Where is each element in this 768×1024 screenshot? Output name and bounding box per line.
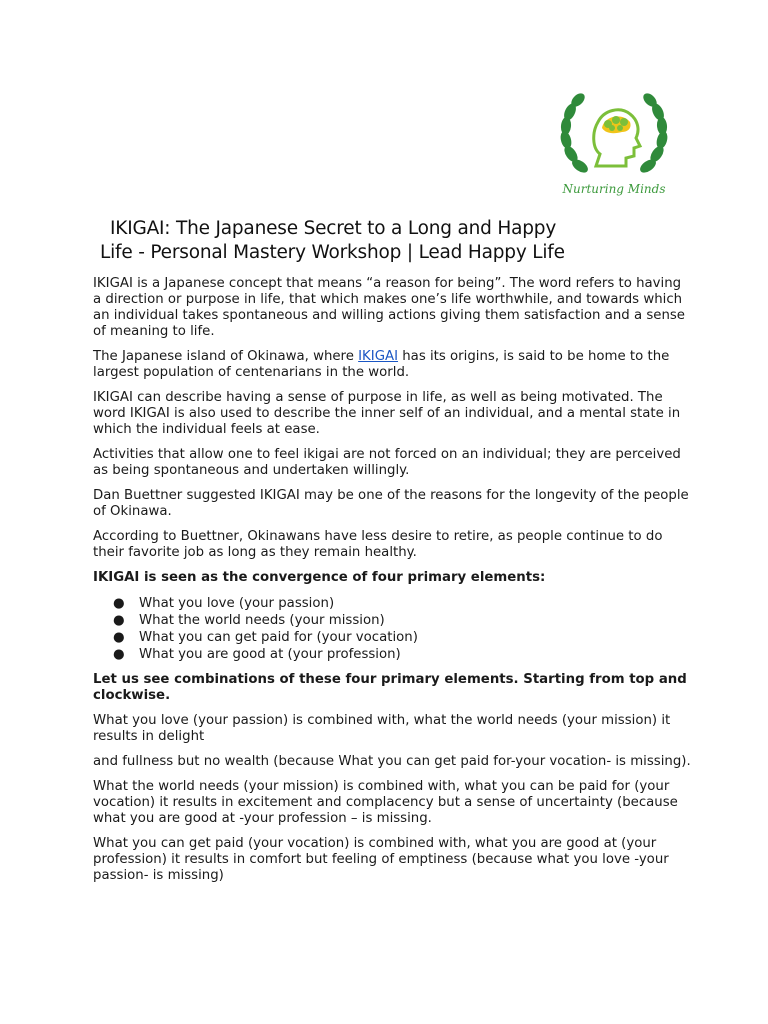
article-body xyxy=(93,276,693,893)
list-item-text: What the world needs (your mission) xyxy=(139,613,385,628)
laurel-head-icon xyxy=(556,88,672,184)
paragraph-3: IKIGAI can describe having a sense of purpose in life, as well as being motivated. The word IKIGAI is also used to describe the inner self of an individual, and a mental state in which the individual feels at ease. xyxy=(93,390,681,437)
title-line-1: IKIGAI: The Japanese Secret to a Long and Happy xyxy=(110,218,557,239)
paragraph-1: IKIGAI is a Japanese concept that means “a reason for being”. The word refers to having a direction or purpose in life, that which makes one’s life worthwhile, and towards which an individual takes spontaneous and willing actions giving them satisfaction and a sense of meaning to life. xyxy=(93,276,685,339)
list-item-text: What you are good at (your profession) xyxy=(139,647,401,662)
page-title xyxy=(80,217,700,265)
list-item xyxy=(113,629,693,646)
paragraph-6: According to Buettner, Okinawans have less desire to retire, as people continue to do their favorite job as long as they remain healthy. xyxy=(93,529,663,560)
list-item xyxy=(113,646,693,663)
paragraph-2 xyxy=(93,349,693,381)
paragraph-2-start: The Japanese island of Okinawa, where xyxy=(93,349,359,364)
nurturing-minds-logo xyxy=(556,88,672,208)
combinations-heading: Let us see combinations of these four primary elements. Starting from top and clockwise. xyxy=(93,672,687,703)
paragraph-11: What the world needs (your mission) is combined with, what you can be paid for (your vocation) it results in excitement and complacency but a sense of uncertainty (because what you are good at -your profession – is missing. xyxy=(93,779,678,826)
title-line-2: Life - Personal Mastery Workshop | Lead Happy Life xyxy=(100,242,565,263)
paragraph-5: Dan Buettner suggested IKIGAI may be one of the reasons for the longevity of the people of Okinawa. xyxy=(93,488,689,519)
logo-text: Nurturing Minds xyxy=(562,182,666,196)
paragraph-2-end: has its origins, is said to be home to the largest population of centenarians in the world. xyxy=(93,349,670,380)
ikigai-link[interactable]: IKIGAI xyxy=(358,349,399,364)
paragraph-10: and fullness but no wealth (because What you can get paid for-your vocation- is missing). xyxy=(93,754,691,769)
list-item-text: What you love (your passion) xyxy=(139,596,335,611)
paragraph-12: What you can get paid (your vocation) is combined with, what you are good at (your profession) it results in comfort but feeling of emptiness (because what you love -your passion- is missing) xyxy=(93,836,669,883)
paragraph-4: Activities that allow one to feel ikigai are not forced on an individual; they are perceived as being spontaneous and undertaken willingly. xyxy=(93,447,681,478)
bullet-icon: ● xyxy=(113,613,125,628)
elements-list xyxy=(93,595,693,663)
paragraph-9: What you love (your passion) is combined with, what the world needs (your mission) it results in delight xyxy=(93,713,671,744)
bullet-icon: ● xyxy=(113,630,125,645)
bullet-icon: ● xyxy=(113,647,125,662)
elements-heading: IKIGAI is seen as the convergence of four primary elements: xyxy=(93,570,546,585)
list-item-text: What you can get paid for (your vocation) xyxy=(139,630,418,645)
list-item xyxy=(113,595,693,612)
list-item xyxy=(113,612,693,629)
bullet-icon: ● xyxy=(113,596,125,611)
